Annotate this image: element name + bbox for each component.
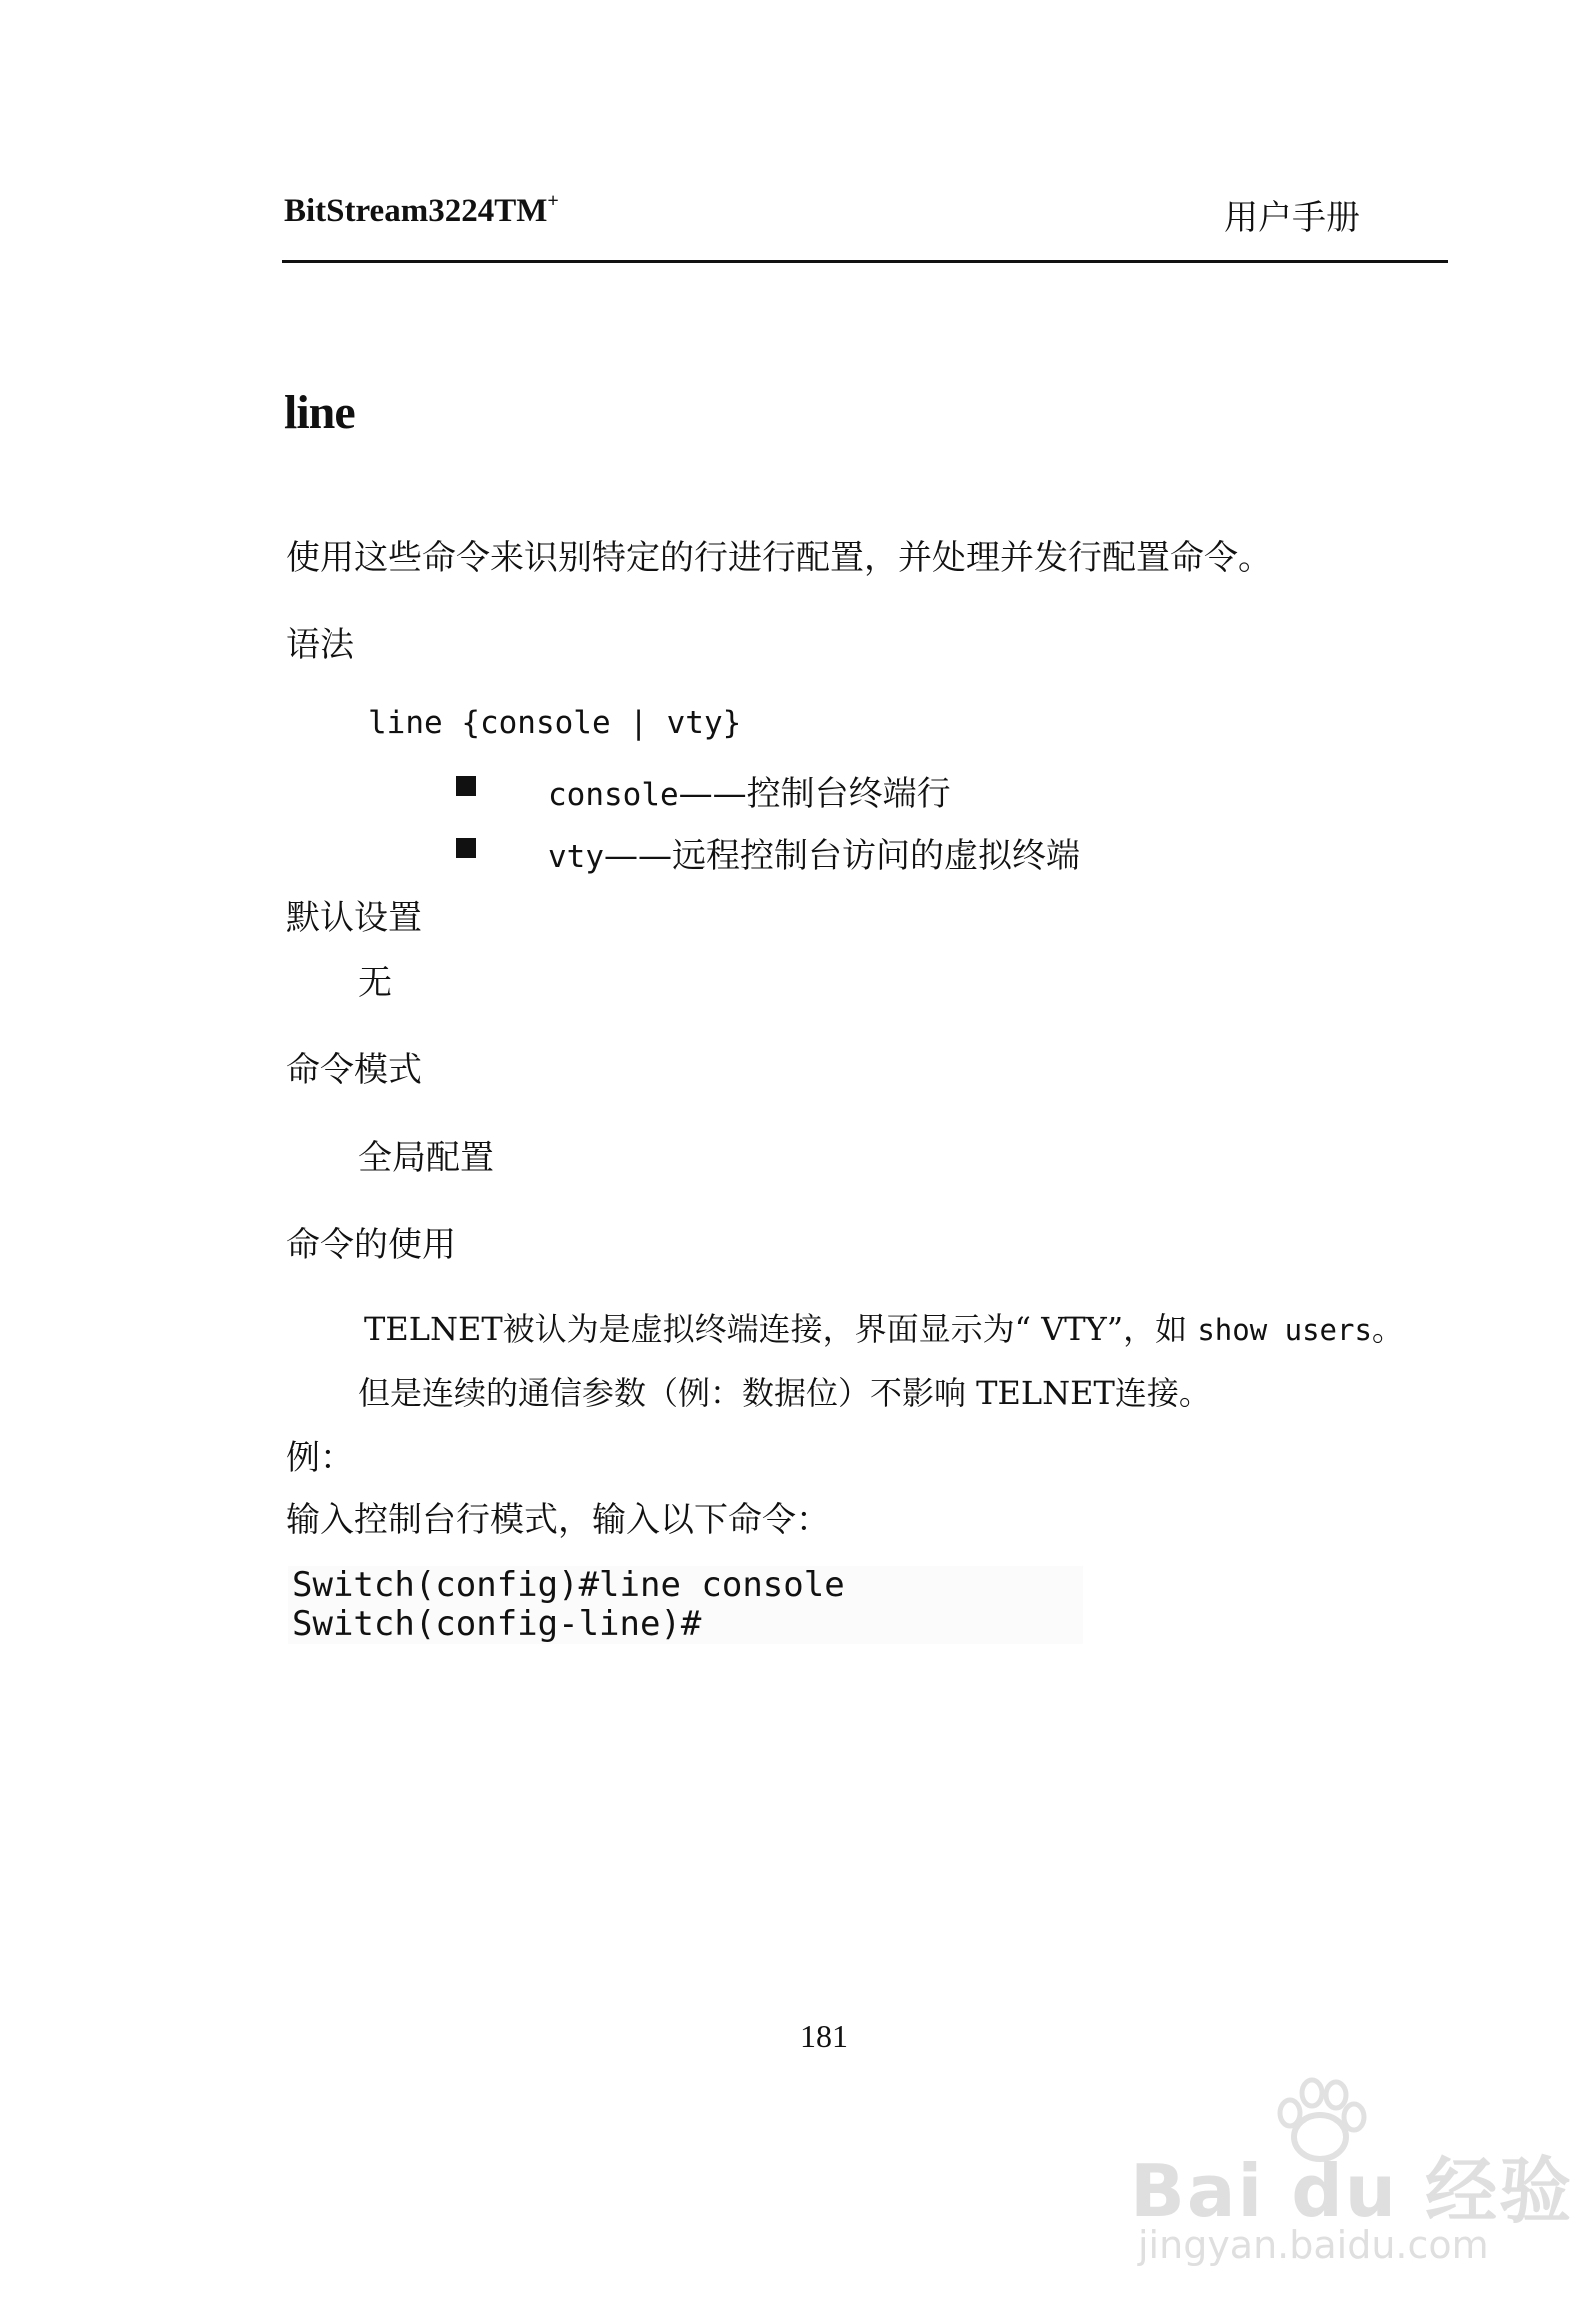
command-description: 使用这些命令来识别特定的行进行配置，并处理并发行配置命令。 [286,538,1272,578]
syntax-line: line {console | vty} [368,705,742,741]
default-heading: 默认设置 [286,898,422,938]
mode-heading: 命令模式 [286,1050,422,1090]
syntax-option-console [548,766,951,815]
usage-line-2: 但是连续的通信参数（例：数据位）不影响 TELNET连接。 [358,1374,1211,1412]
watermark-url: jingyan.baidu.com [1138,2223,1489,2267]
option-keyword: vty [548,839,604,875]
watermark-brand: Bai du 经验 [1130,2149,1574,2233]
usage-heading: 命令的使用 [286,1225,456,1265]
code-line: Switch(config-line)# [292,1604,702,1644]
option-description: ——控制台终端行 [678,774,951,814]
syntax-option-vty [548,828,1080,877]
syntax-heading: 语法 [286,625,354,665]
header-product-name: BitStream3224TM [284,193,548,229]
header-product-sup: + [547,190,559,212]
bullet-square-icon [456,776,476,796]
usage-command: show users [1197,1313,1372,1347]
command-title: line [284,386,355,439]
mode-value: 全局配置 [358,1138,494,1178]
baidu-watermark [1130,2075,1574,2280]
code-line: Switch(config)#line console [292,1565,845,1605]
example-intro: 输入控制台行模式，输入以下命令： [286,1500,830,1540]
usage-line-1 [364,1304,1404,1350]
page-number: 181 [800,2018,848,2054]
header-manual-title: 用户手册 [1224,198,1360,238]
usage-text: TELNET被认为是虚拟终端连接，界面显示为“ VTY”，如 [364,1310,1198,1348]
usage-text-end: 。 [1371,1310,1404,1348]
bullet-square-icon [456,838,476,858]
code-block [288,1566,1083,1644]
header-product [284,190,559,230]
option-description: ——远程控制台访问的虚拟终端 [604,836,1080,876]
example-heading: 例： [286,1438,354,1478]
header-divider [282,260,1448,263]
default-value: 无 [358,963,392,1003]
option-keyword: console [548,777,679,813]
